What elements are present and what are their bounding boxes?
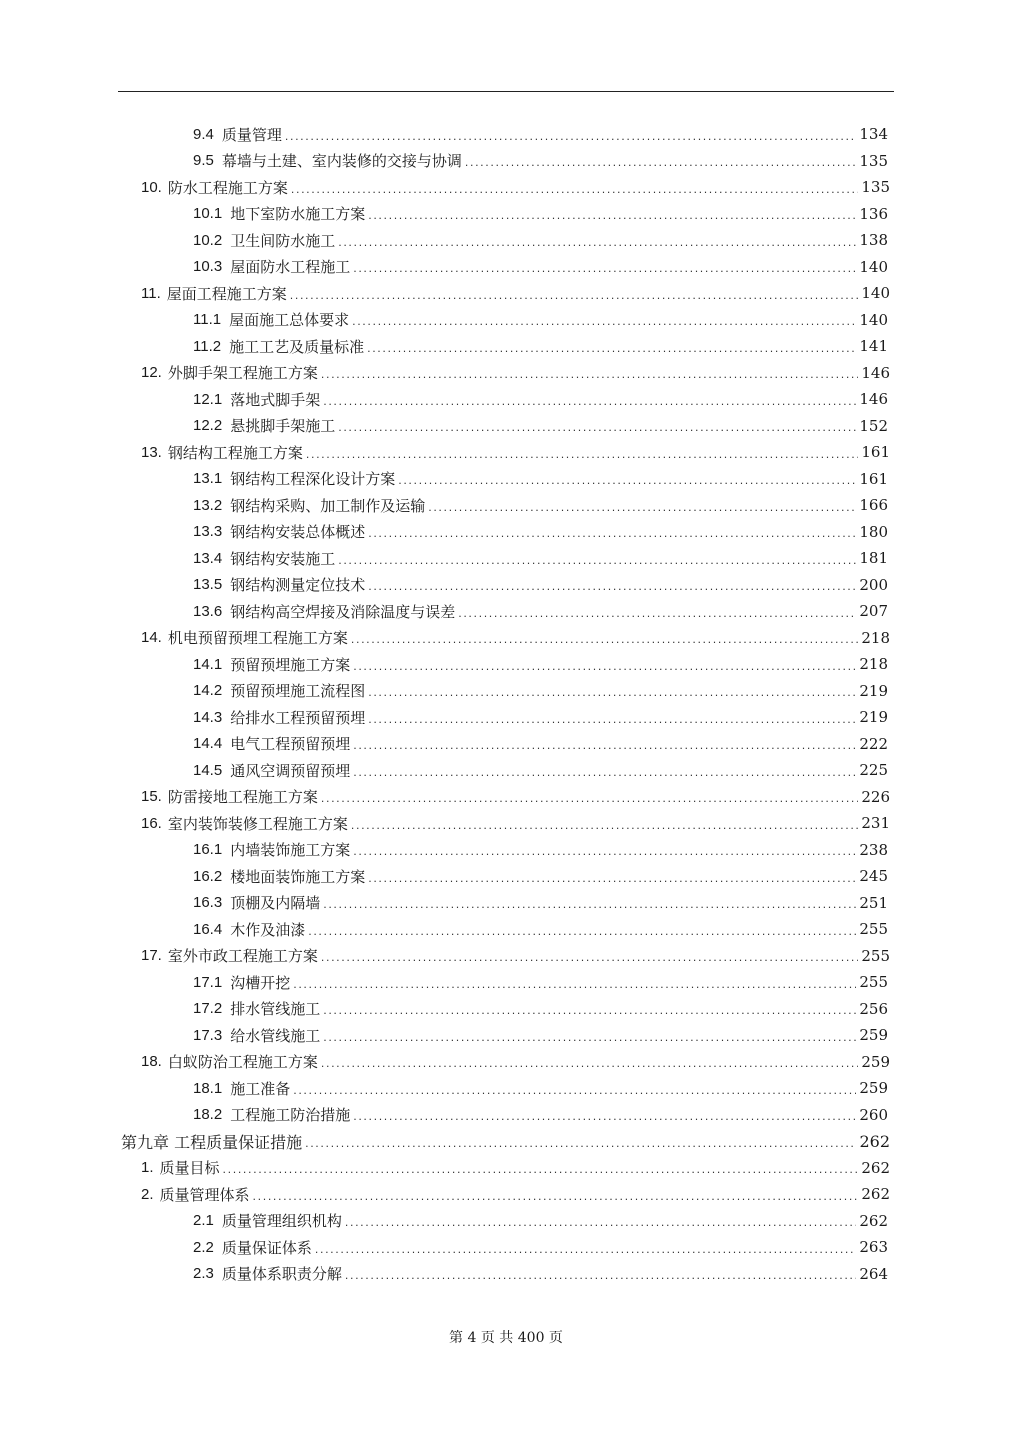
- toc-entry-page-number: 255: [859, 973, 888, 991]
- toc-entry-title: 质量管理组织机构: [221, 1212, 342, 1230]
- toc-dot-leader: [352, 315, 856, 328]
- toc-entry-number: 14.3: [193, 708, 223, 726]
- toc-dot-leader: [338, 554, 856, 567]
- toc-entry[interactable]: [0, 307, 1012, 333]
- toc-entry-page-number: 136: [859, 204, 888, 223]
- toc-entry-page-number: 260: [859, 1105, 888, 1124]
- toc-dot-leader: [321, 368, 858, 381]
- toc-entry-number: 13.1: [193, 470, 223, 487]
- toc-entry-page-number: 245: [859, 867, 888, 885]
- toc-entry-page-number: 255: [859, 920, 888, 938]
- toc-entry-lead: [193, 654, 859, 675]
- toc-entry-page-number: 231: [861, 814, 890, 832]
- toc-entry-lead: [193, 733, 859, 754]
- toc-dot-leader: [253, 1190, 859, 1203]
- toc-entry-page-number: 161: [859, 469, 888, 488]
- toc-entry[interactable]: [0, 757, 1012, 783]
- toc-entry-number: 10.3: [193, 258, 223, 275]
- toc-entry-lead: [193, 1104, 859, 1125]
- toc-dot-leader: [345, 1269, 856, 1282]
- toc-entry-lead: [193, 866, 859, 887]
- toc-entry[interactable]: [0, 519, 1012, 545]
- toc-entry-page-number: 238: [859, 840, 888, 859]
- toc-dot-leader: [308, 925, 856, 938]
- toc-entry[interactable]: [0, 386, 1012, 412]
- toc-entry-number: 14.: [141, 629, 162, 646]
- toc-entry-number: 17.2: [193, 1000, 223, 1017]
- toc-dot-leader: [290, 289, 859, 302]
- toc-entry-lead: [193, 124, 859, 145]
- toc-entry-number: 14.2: [193, 682, 223, 699]
- toc-entry-lead: [193, 760, 859, 781]
- toc-entry-title: 工程施工防治措施: [230, 1106, 351, 1124]
- toc-entry-number: 17.3: [193, 1026, 223, 1044]
- toc-entry-number: 16.2: [193, 867, 223, 885]
- toc-entry[interactable]: [0, 810, 1012, 836]
- toc-entry-number: 16.4: [193, 920, 223, 938]
- toc-entry-lead: [193, 839, 859, 860]
- toc-entry-title: 屋面施工总体要求: [229, 311, 350, 329]
- toc-entry-number: 16.1: [193, 841, 223, 858]
- toc-entry-lead: [193, 601, 859, 622]
- toc-dot-leader: [291, 183, 858, 196]
- toc-entry-page-number: 134: [859, 125, 888, 143]
- toc-entry-page-number: 219: [859, 708, 888, 726]
- toc-entry-number: 9.5: [193, 152, 214, 169]
- toc-dot-leader: [398, 474, 856, 487]
- toc-dot-leader: [368, 527, 856, 540]
- toc-entry-lead: [121, 1130, 859, 1153]
- toc-entry-page-number: 207: [859, 602, 888, 620]
- toc-entry-page-number: 135: [859, 151, 888, 170]
- toc-entry-page-number: 219: [859, 681, 888, 700]
- toc-dot-leader: [368, 872, 856, 885]
- toc-entry-lead: [141, 283, 861, 304]
- toc-entry-title: 木作及油漆: [230, 920, 306, 939]
- toc-entry-title: 给排水工程预留预埋: [230, 708, 366, 727]
- toc-entry-number: 16.3: [193, 894, 223, 911]
- toc-dot-leader: [306, 448, 858, 461]
- toc-dot-leader: [285, 130, 856, 143]
- toc-entry-page-number: 140: [859, 257, 888, 276]
- toc-entry-number: 11.2: [193, 337, 222, 355]
- toc-entry-title: 质量目标: [159, 1159, 220, 1177]
- toc-dot-leader: [353, 1110, 856, 1123]
- toc-entry-title: 电气工程预留预埋: [230, 735, 351, 753]
- toc-entry-number: 2.: [141, 1185, 154, 1203]
- toc-entry-title: 通风空调预留预埋: [230, 761, 351, 780]
- toc-entry-lead: [141, 786, 861, 807]
- toc-entry[interactable]: [0, 280, 1012, 306]
- toc-entry[interactable]: [0, 598, 1012, 624]
- toc-entry[interactable]: [0, 625, 1012, 651]
- toc-entry[interactable]: [0, 969, 1012, 995]
- toc-entry-page-number: 146: [859, 390, 888, 408]
- toc-dot-leader: [368, 580, 856, 593]
- toc-entry-page-number: 251: [859, 893, 888, 912]
- toc-entry-page-number: 259: [859, 1026, 888, 1044]
- toc-entry-page-number: 256: [859, 999, 888, 1018]
- toc-dot-leader: [323, 395, 856, 408]
- toc-dot-leader: [367, 342, 856, 355]
- toc-entry-number: 13.2: [193, 496, 223, 514]
- toc-entry-page-number: 138: [859, 231, 888, 249]
- toc-entry-title: 白蚁防治工程施工方案: [167, 1053, 318, 1071]
- toc-entry-title: 落地式脚手架: [230, 390, 321, 409]
- toc-entry-title: 预留预埋施工流程图: [230, 682, 366, 700]
- toc-entry-lead: [193, 1078, 859, 1099]
- toc-dot-leader: [315, 1243, 856, 1256]
- toc-entry-page-number: 141: [859, 337, 888, 355]
- toc-entry-title: 室外市政工程施工方案: [167, 947, 318, 965]
- toc-entry-number: 2.2: [193, 1238, 214, 1256]
- toc-entry-number: 18.2: [193, 1106, 223, 1123]
- toc-entry[interactable]: [0, 1022, 1012, 1048]
- toc-entry-number: 13.5: [193, 576, 223, 593]
- toc-entry-title: 排水管线施工: [230, 1000, 321, 1018]
- toc-entry-page-number: 180: [859, 522, 888, 541]
- toc-entry-number: 16.: [141, 814, 162, 832]
- toc-entry-title: 屋面工程施工方案: [166, 284, 287, 303]
- toc-entry[interactable]: [0, 1181, 1012, 1207]
- toc-entry-page-number: 263: [859, 1238, 888, 1256]
- toc-entry-title: 沟槽开挖: [230, 973, 291, 992]
- toc-dot-leader: [293, 1084, 856, 1097]
- toc-entry-number: 13.3: [193, 523, 223, 540]
- toc-dot-leader: [458, 607, 856, 620]
- toc-entry-lead: [141, 442, 861, 463]
- toc-entry-page-number: 222: [859, 734, 888, 753]
- toc-entry-page-number: 200: [859, 575, 888, 594]
- toc-entry-number: 14.4: [193, 735, 223, 752]
- toc-dot-leader: [321, 1057, 858, 1070]
- toc-dot-leader: [368, 209, 856, 222]
- toc-entry-lead: [193, 336, 859, 357]
- toc-entry-lead: [193, 256, 859, 277]
- toc-entry[interactable]: [0, 254, 1012, 280]
- toc-entry-page-number: 166: [859, 496, 888, 514]
- toc-entry-title: 机电预留预埋工程施工方案: [167, 629, 348, 647]
- toc-entry-lead: [141, 1051, 861, 1072]
- toc-dot-leader: [223, 1163, 859, 1176]
- toc-entry-page-number: 181: [859, 549, 888, 567]
- toc-entry-number: 18.: [141, 1053, 162, 1070]
- toc-entry[interactable]: [0, 704, 1012, 730]
- toc-entry-lead: [193, 150, 859, 171]
- toc-entry-title: 施工准备: [230, 1079, 291, 1098]
- toc-entry[interactable]: [0, 227, 1012, 253]
- toc-dot-leader: [351, 633, 858, 646]
- toc-entry-page-number: 226: [861, 787, 890, 806]
- toc-entry-page-number: 262: [861, 1158, 890, 1177]
- toc-entry[interactable]: [0, 731, 1012, 757]
- toc-dot-leader: [305, 1137, 856, 1150]
- toc-entry-page-number: 225: [859, 761, 888, 779]
- toc-entry-page-number: 161: [861, 443, 890, 461]
- toc-dot-leader: [353, 739, 856, 752]
- toc-dot-leader: [353, 262, 856, 275]
- toc-entry-lead: [193, 1263, 859, 1284]
- toc-entry[interactable]: [0, 837, 1012, 863]
- toc-entry-page-number: 259: [861, 1052, 890, 1071]
- toc-entry-number: 14.1: [193, 655, 223, 673]
- toc-entry-number: 9.4: [193, 125, 214, 143]
- toc-entry[interactable]: [0, 916, 1012, 942]
- toc-entry-lead: [193, 230, 859, 251]
- toc-entry-lead: [193, 892, 859, 913]
- toc-entry[interactable]: [0, 943, 1012, 969]
- toc-entry-lead: [193, 919, 859, 940]
- toc-entry-page-number: 152: [859, 416, 888, 435]
- toc-entry-number: 10.2: [193, 231, 223, 249]
- toc-entry-title: 悬挑脚手架施工: [230, 417, 336, 435]
- toc-entry-title: 钢结构高空焊接及消除温度与误差: [230, 602, 456, 621]
- toc-entry-number: 13.6: [193, 602, 223, 620]
- toc-entry-number: 11.1: [193, 311, 222, 328]
- toc-entry[interactable]: [0, 466, 1012, 492]
- toc-entry-lead: [193, 972, 859, 993]
- toc-entry-title: 外脚手架工程施工方案: [167, 364, 318, 382]
- toc-entry-lead: [141, 177, 861, 198]
- toc-entry-lead: [193, 548, 859, 569]
- toc-entry-number: 12.1: [193, 390, 223, 408]
- toc-entry[interactable]: [0, 201, 1012, 227]
- toc-dot-leader: [368, 686, 856, 699]
- toc-entry-page-number: 262: [859, 1211, 888, 1230]
- toc-entry-title: 钢结构工程施工方案: [167, 443, 303, 462]
- toc-entry-title: 第九章 工程质量保证措施: [121, 1132, 303, 1152]
- toc-entry-title: 防水工程施工方案: [167, 178, 288, 197]
- header-rule: [118, 91, 894, 92]
- toc-entry-number: 13.4: [193, 549, 223, 567]
- toc-entry[interactable]: [0, 492, 1012, 518]
- toc-entry[interactable]: [0, 1155, 1012, 1181]
- toc-entry[interactable]: [0, 784, 1012, 810]
- toc-entry-title: 钢结构安装施工: [230, 549, 336, 568]
- toc-entry-page-number: 218: [859, 655, 888, 673]
- toc-entry-title: 质量保证体系: [221, 1238, 312, 1257]
- toc-entry-title: 室内装饰装修工程施工方案: [167, 814, 348, 833]
- toc-entry-title: 防雷接地工程施工方案: [167, 788, 318, 806]
- toc-entry-page-number: 140: [861, 284, 890, 302]
- toc-entry-number: 18.1: [193, 1079, 223, 1097]
- toc-entry-number: 1.: [141, 1159, 154, 1176]
- toc-entry-lead: [141, 362, 861, 383]
- toc-entry-lead: [193, 309, 859, 330]
- toc-entry-title: 钢结构测量定位技术: [230, 576, 366, 594]
- toc-entry[interactable]: [0, 121, 1012, 147]
- toc-entry-page-number: 218: [861, 628, 890, 647]
- toc-entry-title: 钢结构采购、加工制作及运输: [230, 496, 426, 515]
- toc-entry-title: 预留预埋施工方案: [230, 655, 351, 674]
- toc-dot-leader: [353, 845, 856, 858]
- toc-entry[interactable]: [0, 651, 1012, 677]
- toc-dot-leader: [321, 951, 858, 964]
- toc-entry-title: 质量管理: [221, 125, 282, 144]
- toc-entry-title: 地下室防水施工方案: [230, 205, 366, 223]
- toc-entry[interactable]: [0, 545, 1012, 571]
- toc-entry[interactable]: [0, 333, 1012, 359]
- toc-entry[interactable]: [0, 863, 1012, 889]
- toc-entry-lead: [193, 574, 859, 595]
- toc-entry[interactable]: [0, 413, 1012, 439]
- toc-dot-leader: [428, 501, 856, 514]
- toc-entry[interactable]: [0, 1075, 1012, 1101]
- toc-entry[interactable]: [0, 439, 1012, 465]
- toc-entry-title: 幕墙与土建、室内装修的交接与协调: [221, 152, 462, 170]
- toc-entry-page-number: 259: [859, 1079, 888, 1097]
- toc-entry-page-number: 135: [861, 178, 890, 196]
- toc-dot-leader: [323, 1031, 856, 1044]
- toc-entry-title: 内墙装饰施工方案: [230, 841, 351, 859]
- toc-entry-title: 楼地面装饰施工方案: [230, 867, 366, 886]
- toc-entry-lead: [193, 1210, 859, 1231]
- toc-entry-lead: [141, 627, 861, 648]
- toc-entry-number: 14.5: [193, 761, 223, 779]
- toc-entry[interactable]: [0, 1128, 1012, 1154]
- toc-dot-leader: [345, 1216, 856, 1229]
- toc-dot-leader: [293, 978, 856, 991]
- toc-entry-title: 施工工艺及质量标准: [229, 337, 365, 356]
- toc-entry[interactable]: [0, 148, 1012, 174]
- toc-entry-title: 质量管理体系: [159, 1185, 250, 1204]
- toc-entry[interactable]: [0, 1234, 1012, 1260]
- toc-entry-title: 质量体系职责分解: [221, 1265, 342, 1283]
- toc-entry[interactable]: [0, 572, 1012, 598]
- toc-entry-title: 给水管线施工: [230, 1026, 321, 1045]
- toc-entry-number: 15.: [141, 788, 162, 805]
- toc-entry-lead: [141, 1184, 861, 1205]
- toc-entry[interactable]: [0, 1049, 1012, 1075]
- toc-entry-page-number: 140: [859, 310, 888, 329]
- toc-entry-lead: [193, 680, 859, 701]
- toc-entry-number: 12.: [141, 364, 162, 381]
- toc-entry-number: 17.: [141, 947, 162, 964]
- toc-entry-number: 10.: [141, 178, 162, 196]
- toc-dot-leader: [321, 792, 858, 805]
- toc-entry-lead: [193, 998, 859, 1019]
- toc-dot-leader: [368, 713, 856, 726]
- toc-dot-leader: [351, 819, 858, 832]
- toc-dot-leader: [465, 156, 856, 169]
- toc-entry-page-number: 262: [859, 1131, 890, 1151]
- toc-entry-lead: [193, 1025, 859, 1046]
- toc-entry-number: 2.3: [193, 1265, 214, 1282]
- toc-entry-page-number: 264: [859, 1264, 888, 1283]
- toc-entry-title: 卫生间防水施工: [230, 231, 336, 250]
- toc-dot-leader: [323, 1004, 856, 1017]
- toc-entry-number: 12.2: [193, 417, 223, 434]
- toc-entry[interactable]: [0, 1208, 1012, 1234]
- toc-entry-number: 11.: [141, 284, 161, 302]
- toc-dot-leader: [353, 660, 856, 673]
- toc-entry-title: 屋面防水工程施工: [230, 258, 351, 276]
- toc-entry-lead: [193, 495, 859, 516]
- toc-entry-lead: [193, 1237, 859, 1258]
- toc-entry-lead: [141, 1157, 861, 1178]
- toc-entry[interactable]: [0, 1102, 1012, 1128]
- toc-entry-lead: [193, 415, 859, 436]
- toc-entry-page-number: 255: [861, 946, 890, 965]
- toc-entry[interactable]: [0, 890, 1012, 916]
- toc-entry-number: 10.1: [193, 205, 223, 222]
- toc-dot-leader: [323, 898, 856, 911]
- toc-entry-title: 钢结构工程深化设计方案: [230, 470, 396, 488]
- toc-entry-lead: [193, 389, 859, 410]
- toc-entry-lead: [193, 707, 859, 728]
- toc-entry-number: 17.1: [193, 973, 223, 991]
- toc-entry[interactable]: [0, 1261, 1012, 1287]
- toc-entry-number: 2.1: [193, 1212, 214, 1229]
- toc-entry-page-number: 262: [861, 1185, 890, 1203]
- toc-entry-lead: [141, 813, 861, 834]
- toc-dot-leader: [338, 421, 856, 434]
- toc-entry-lead: [193, 521, 859, 542]
- toc-entry[interactable]: [0, 996, 1012, 1022]
- toc-entry-lead: [193, 468, 859, 489]
- toc-entry[interactable]: [0, 174, 1012, 200]
- toc-dot-leader: [338, 236, 856, 249]
- page-footer: 第 4 页 共 400 页: [449, 1330, 563, 1346]
- toc-entry-lead: [193, 203, 859, 224]
- toc-entry[interactable]: [0, 678, 1012, 704]
- toc-entry-number: 13.: [141, 443, 162, 461]
- toc-entry-title: 顶棚及内隔墙: [230, 894, 321, 912]
- toc-entry-title: 钢结构安装总体概述: [230, 523, 366, 541]
- toc-entry[interactable]: [0, 360, 1012, 386]
- toc-entry-lead: [141, 945, 861, 966]
- toc-dot-leader: [353, 766, 856, 779]
- toc-entry-page-number: 146: [861, 363, 890, 382]
